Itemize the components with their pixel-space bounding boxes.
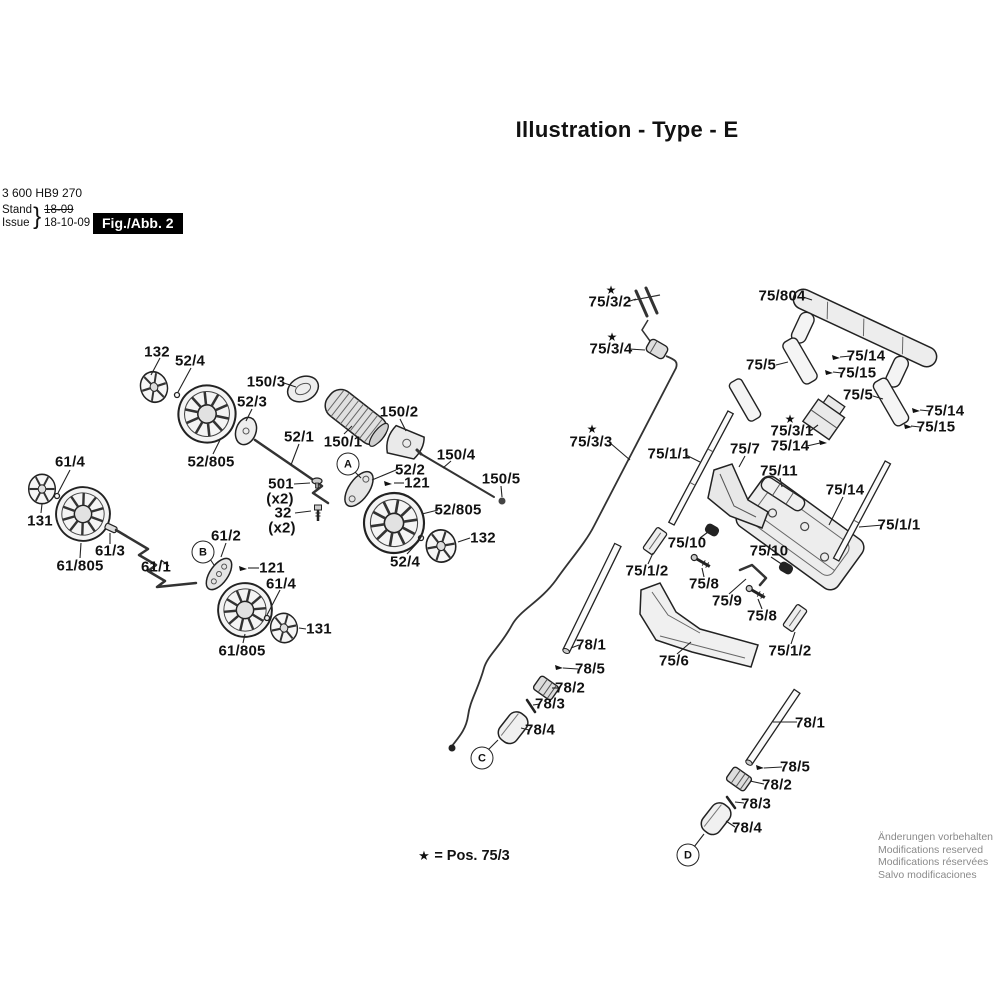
part-label: 150/2 [379, 403, 419, 421]
part-label: 150/4 [436, 446, 476, 464]
part-label: 75/14 [846, 347, 886, 365]
issue-label: Issue [2, 217, 30, 229]
part-label: 75/10 [667, 534, 707, 552]
part-label: 78/4 [525, 721, 555, 739]
lower-tube-right-art [745, 689, 800, 766]
part-label: 75/1/2 [625, 562, 669, 580]
part-label: 75/1/1 [647, 445, 691, 463]
part-label: 75/14 [825, 481, 865, 499]
part-label: 78/1 [795, 714, 825, 732]
part-label: 61/3 [95, 542, 125, 560]
footnote-star: ★ [418, 848, 430, 863]
legal-line: Modifications réservées [878, 856, 989, 868]
part-label: 61/1 [141, 558, 171, 576]
star-marker: ★ [605, 283, 617, 297]
part-number: 3 600 HB9 270 [2, 186, 83, 200]
part-label: 75/10 [749, 542, 789, 560]
legal-line: Salvo modificaciones [878, 868, 977, 881]
part-label: 61/4 [55, 453, 85, 471]
part-label: 131 [27, 512, 53, 530]
section-marker-b: B [192, 541, 215, 564]
part-label: 131 [306, 620, 332, 638]
part-label: 52/1 [284, 428, 314, 446]
figure-number-badge: Fig./Abb. 2 [93, 213, 183, 234]
part-label: 75/1/1 [877, 516, 921, 534]
part-label: 150/5 [481, 470, 521, 488]
part-label: 150/1 [323, 433, 363, 451]
legal-notice [878, 831, 993, 881]
part-label: 75/1/2 [768, 642, 812, 660]
part-label: 78/3 [535, 695, 565, 713]
part-label: 52/805 [434, 501, 482, 519]
part-label: 75/14 [925, 402, 965, 420]
part-label: 61/805 [56, 557, 104, 575]
page-title: Illustration - Type - E [515, 117, 739, 142]
part-label: 78/2 [555, 679, 585, 697]
new-date: 18-10-09 [44, 217, 91, 229]
part-label: 52/4 [390, 553, 420, 571]
legal-line: Änderungen vorbehalten [878, 831, 994, 843]
part-label: 75/14 [770, 437, 810, 455]
part-label: 75/3/3 [569, 433, 613, 451]
footnote-text: = Pos. 75/3 [434, 848, 510, 864]
part-label: 75/8 [689, 575, 719, 593]
part-label: (x2) [268, 519, 296, 537]
part-label: 61/4 [266, 575, 296, 593]
part-label: 78/3 [741, 795, 771, 813]
star-marker: ★ [784, 412, 796, 426]
legal-line: Modifications reserved [878, 843, 984, 856]
part-label: 75/8 [747, 607, 777, 625]
section-marker-a: A [337, 453, 360, 476]
part-label: 78/4 [732, 819, 762, 837]
part-label: 150/3 [246, 373, 286, 391]
part-label: 75/15 [916, 418, 956, 436]
part-label: 52/4 [175, 352, 205, 370]
brace-glyph: } [33, 203, 42, 230]
part-label: 78/5 [575, 660, 605, 678]
part-label: 52/3 [237, 393, 267, 411]
part-label: 75/3/1 [770, 422, 814, 440]
part-label: 32 [274, 504, 292, 522]
part-label: 78/5 [780, 758, 810, 776]
part-label: 78/2 [762, 776, 792, 794]
part-label: (x2) [266, 490, 294, 508]
part-label: 75/3/4 [589, 340, 633, 358]
part-label: 75/7 [730, 440, 760, 458]
part-label: 75/5 [746, 356, 776, 374]
part-label: 75/5 [843, 386, 873, 404]
part-label: 121 [404, 474, 430, 492]
part-label: 52/805 [187, 453, 235, 471]
old-date: 18-09 [44, 204, 74, 216]
section-marker-c: C [471, 747, 494, 770]
revision-block [2, 203, 90, 231]
part-label: 52/2 [395, 461, 425, 479]
part-label: 75/6 [659, 652, 689, 670]
part-label: 75/9 [712, 592, 742, 610]
star-marker: ★ [606, 330, 618, 344]
part-label: 61/805 [218, 642, 266, 660]
part-label: 61/2 [211, 527, 241, 545]
part-label: 75/3/2 [588, 293, 632, 311]
section-marker-d: D [677, 844, 700, 867]
part-label: 501 [268, 475, 294, 493]
star-marker: ★ [586, 422, 598, 436]
part-label: 75/15 [837, 364, 877, 382]
part-label: 132 [144, 343, 170, 361]
part-label: 121 [259, 559, 285, 577]
stand-label: Stand [2, 204, 33, 216]
part-label: 75/804 [758, 287, 806, 305]
part-label: 78/1 [576, 636, 606, 654]
part-label: 132 [470, 529, 496, 547]
part-label: 75/11 [760, 462, 798, 480]
